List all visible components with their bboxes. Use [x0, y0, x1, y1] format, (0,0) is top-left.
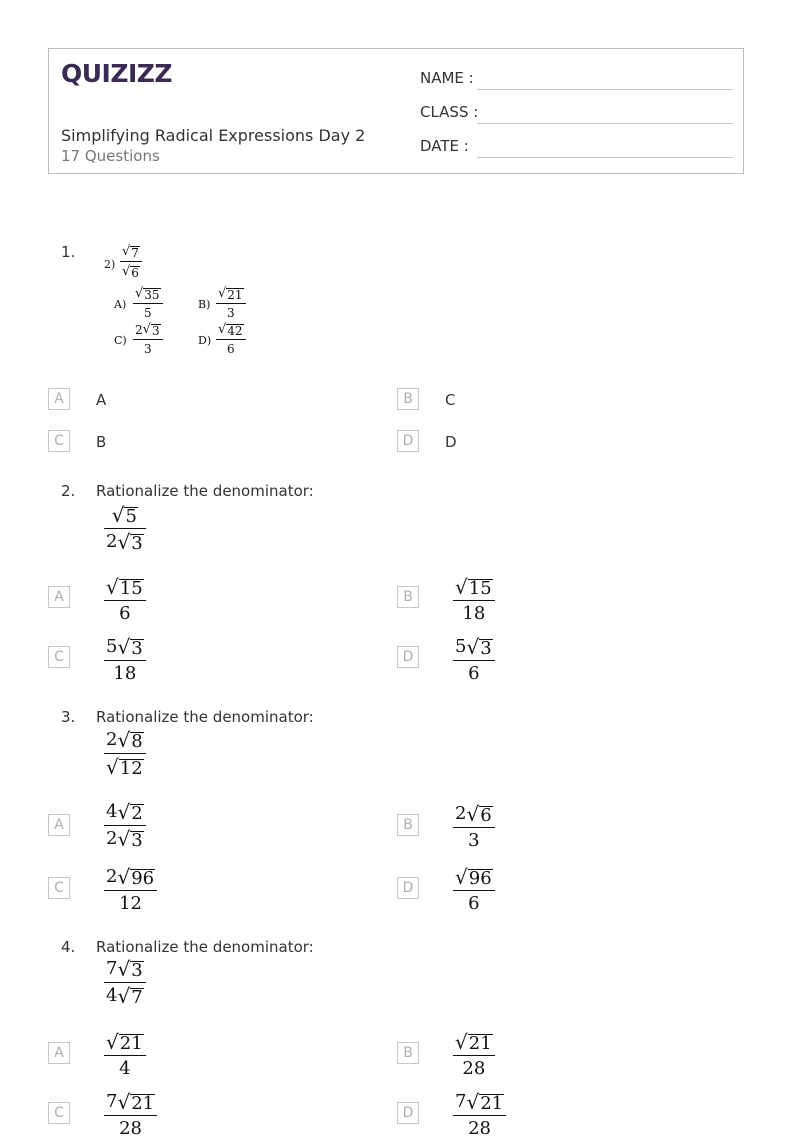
option-text[interactable]: C: [445, 391, 456, 409]
option-letter[interactable]: A: [48, 586, 70, 608]
choice-label: B): [198, 298, 211, 311]
name-label: NAME :: [420, 69, 474, 87]
question-expression: 7 √ 3 4 √ 7: [104, 958, 146, 1007]
question-expression: √ 5 2 √ 3: [104, 504, 146, 553]
option-letter[interactable]: C: [48, 646, 70, 668]
option-expression[interactable]: 7 √ 21 28: [453, 1091, 506, 1140]
name-field[interactable]: [477, 89, 733, 90]
worksheet-header: [48, 48, 744, 174]
option-text[interactable]: B: [96, 433, 107, 451]
question-text: Rationalize the denominator:: [96, 708, 314, 726]
choice-b-fraction: √ 21 3: [216, 286, 246, 320]
option-expression[interactable]: 4 √ 2 2 √ 3: [104, 801, 146, 850]
choice-a-fraction: √ 35 5: [133, 286, 163, 320]
question-text: Rationalize the denominator:: [96, 938, 314, 956]
option-text[interactable]: A: [96, 391, 107, 409]
option-letter[interactable]: A: [48, 814, 70, 836]
option-letter[interactable]: B: [397, 814, 419, 836]
class-field[interactable]: [477, 123, 733, 124]
option-expression[interactable]: √ 21 28: [453, 1031, 495, 1080]
date-label: DATE :: [420, 137, 469, 155]
class-label: CLASS :: [420, 103, 479, 121]
option-letter[interactable]: C: [48, 877, 70, 899]
question-number: 4.: [61, 938, 76, 956]
question-number: 3.: [61, 708, 76, 726]
option-expression[interactable]: 7 √ 21 28: [104, 1091, 157, 1140]
choice-c-fraction: 2 √ 3 3: [133, 322, 163, 356]
option-letter[interactable]: A: [48, 388, 70, 410]
option-expression[interactable]: 2 √ 6 3: [453, 803, 495, 852]
option-expression[interactable]: √ 21 4: [104, 1031, 146, 1080]
date-field[interactable]: [477, 157, 733, 158]
question-count: 17 Questions: [61, 147, 160, 165]
option-expression[interactable]: √ 15 6: [104, 576, 146, 625]
option-expression[interactable]: √ 15 18: [453, 576, 495, 625]
option-letter[interactable]: D: [397, 430, 419, 452]
option-expression[interactable]: 5 √ 3 6: [453, 636, 495, 685]
option-text[interactable]: D: [445, 433, 457, 451]
worksheet-title: Simplifying Radical Expressions Day 2: [61, 126, 366, 145]
option-letter[interactable]: B: [397, 586, 419, 608]
choice-label: C): [114, 334, 127, 347]
option-letter[interactable]: B: [397, 388, 419, 410]
choice-d-fraction: √ 42 6: [216, 322, 246, 356]
option-letter[interactable]: C: [48, 1102, 70, 1124]
question-text: Rationalize the denominator:: [96, 482, 314, 500]
option-letter[interactable]: A: [48, 1042, 70, 1064]
quizizz-logo: QUIZIZZ: [61, 59, 173, 88]
option-letter[interactable]: C: [48, 430, 70, 452]
option-expression[interactable]: √ 96 6: [453, 866, 495, 915]
problem-fraction: √ 7 √ 6: [120, 244, 142, 279]
option-letter[interactable]: D: [397, 877, 419, 899]
option-expression[interactable]: 5 √ 3 18: [104, 636, 146, 685]
question-number: 2.: [61, 482, 76, 500]
option-letter[interactable]: D: [397, 1102, 419, 1124]
choice-label: D): [198, 334, 212, 347]
option-letter[interactable]: B: [397, 1042, 419, 1064]
option-expression[interactable]: 2 √ 96 12: [104, 866, 157, 915]
choice-label: A): [114, 298, 127, 311]
option-letter[interactable]: D: [397, 646, 419, 668]
question-expression: 2 √ 8 √ 12: [104, 729, 146, 778]
question-number: 1.: [61, 243, 76, 261]
problem-label: 2): [104, 258, 116, 271]
